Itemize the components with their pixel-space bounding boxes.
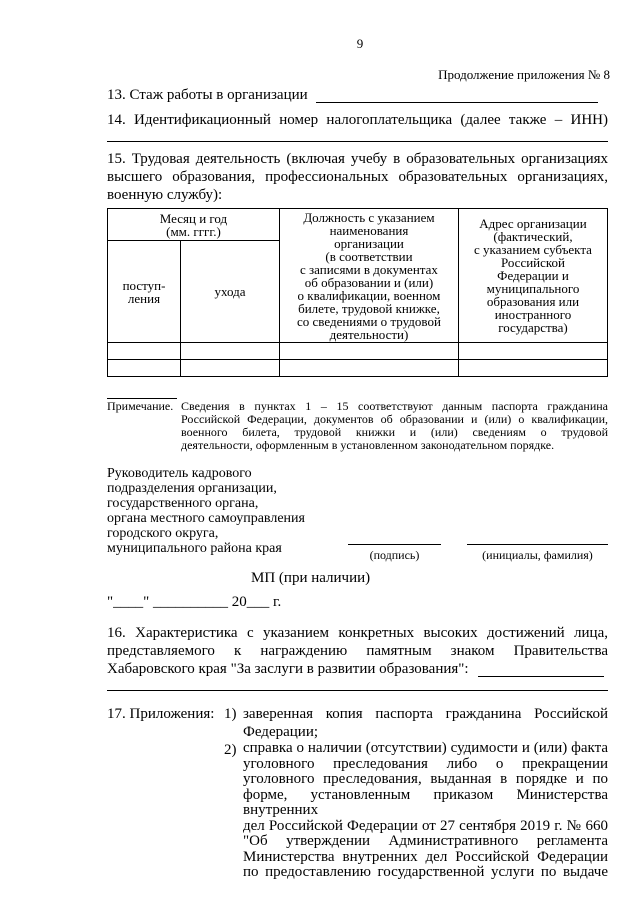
signature-caption: (подпись) <box>369 548 420 562</box>
position-header-line: о квалификации, военном <box>297 287 441 303</box>
month-year-header-line: (мм. гггг.) <box>166 223 221 239</box>
position-header-line: наименования <box>329 222 409 238</box>
signatory-line: муниципального района края <box>107 541 282 556</box>
table-row <box>108 343 608 360</box>
address-header-line: (фактический, <box>493 229 573 244</box>
date-line[interactable]: "____" __________ 20___ г. <box>107 594 282 610</box>
signatory-line: городского округа, <box>107 526 219 541</box>
address-header-line: иностранного <box>494 307 572 322</box>
month-year-header <box>108 209 280 241</box>
attachment-2-text <box>243 741 608 881</box>
attachment-line: Федерации; <box>243 724 319 740</box>
address-header-line: муниципального <box>486 281 580 296</box>
item-13-fill-line <box>316 102 598 103</box>
item-16-line: представляемого к награждению памятным знаком Правительства <box>107 643 608 659</box>
attachment-line: форме, установленным приказом Министерства внутренних <box>243 786 608 818</box>
note-line: Российской Федерации, документов об образовании и (или) о квалификации, <box>181 412 608 426</box>
initials-caption: (инициалы, фамилия) <box>482 548 593 562</box>
signatory-title <box>107 466 305 556</box>
item-13-label: 13. Стаж работы в организации <box>107 87 308 103</box>
position-header-line: со сведениями о трудовой <box>297 313 441 329</box>
position-header-line: организации <box>334 235 404 251</box>
position-header <box>279 209 458 343</box>
item-14-fill-line <box>107 141 608 142</box>
table-cell[interactable] <box>181 343 280 360</box>
item-16-fill-line-2 <box>107 690 608 691</box>
item-15-line: военную службу): <box>107 187 223 203</box>
admission-header-line: поступ- <box>122 277 166 293</box>
signatory-line: органа местного самоуправления <box>107 511 305 526</box>
attachment-line: Министерства внутренних дел Российской Федерации <box>243 848 608 865</box>
note-line: деятельности, оформленным в установленном законодательном порядке. <box>181 438 555 452</box>
table-cell[interactable] <box>279 343 458 360</box>
attachment-2-number: 2) <box>224 742 237 758</box>
table-cell[interactable] <box>108 360 181 377</box>
signature-line[interactable] <box>348 544 441 545</box>
stamp-label: МП (при наличии) <box>251 570 371 586</box>
address-header-line: Российской <box>500 255 566 270</box>
address-header-line: с указанием субъекта <box>474 242 592 257</box>
table-cell[interactable] <box>458 343 607 360</box>
attachment-1-number: 1) <box>224 706 237 722</box>
attachment-1-text <box>243 705 608 741</box>
address-header-line: Федерации и <box>497 268 569 283</box>
attachment-line: по предоставлению государственной услуги по выдаче <box>243 864 608 880</box>
address-header-line: Адрес организации <box>479 216 587 231</box>
attachment-line: дел Российской Федерации от 27 сентября 2019 г. № 660 <box>243 817 608 834</box>
table-cell[interactable] <box>108 343 181 360</box>
month-year-header-line: Месяц и год <box>159 210 228 226</box>
attachment-line: справка о наличии (отсутствии) судимости и (или) факта <box>243 740 608 756</box>
position-header-line: деятельности) <box>329 326 409 342</box>
table-cell[interactable] <box>458 360 607 377</box>
item-15-line: высшего образования, профессиональных образовательных организациях, <box>107 169 608 185</box>
note-line: военного билета, трудовой книжки и (или) сведениям о трудовой <box>181 425 608 439</box>
table-cell[interactable] <box>181 360 280 377</box>
signatory-line: государственного органа, <box>107 496 259 511</box>
admission-header-line: ления <box>127 290 161 306</box>
address-header <box>458 209 607 343</box>
address-header-line: государства) <box>498 320 568 335</box>
note-text <box>181 400 608 452</box>
position-header-line: с записями в документах <box>300 261 438 277</box>
attachment-line: уголовного преследования, выданная в порядке и по <box>243 771 608 787</box>
initials-line[interactable] <box>467 544 608 545</box>
item-15-line: 15. Трудовая деятельность (включая учебу в образовательных организациях <box>107 151 608 167</box>
item-16-line: Хабаровского края "За заслуги в развитии образования": <box>107 661 469 677</box>
item-14-label: 14. Идентификационный номер налогоплательщика (далее также – ИНН) <box>107 112 608 128</box>
table-row <box>108 360 608 377</box>
position-header-line: об образовании и (или) <box>304 274 434 290</box>
item-17-label: 17. Приложения: <box>107 706 215 722</box>
leaving-header: ухода <box>181 241 280 343</box>
note-label: Примечание. <box>107 399 174 413</box>
signatory-line: Руководитель кадрового <box>107 466 252 481</box>
admission-header <box>108 241 181 343</box>
page-number: 9 <box>356 36 364 51</box>
signatory-line: подразделения организации, <box>107 481 277 496</box>
attachment-line: уголовного преследования либо о прекращении <box>243 755 608 772</box>
appendix-continuation-header: Продолжение приложения № 8 <box>438 67 610 82</box>
position-header-line: (в соответствии <box>325 248 413 264</box>
item-16-fill-line <box>478 676 604 677</box>
item-16-line: 16. Характеристика с указанием конкретных высоких достижений лица, <box>107 625 608 641</box>
employment-history-table <box>107 208 608 377</box>
position-header-line: Должность с указанием <box>303 209 435 225</box>
position-header-line: билете, трудовой книжке, <box>298 300 440 316</box>
attachment-line: заверенная копия паспорта гражданина Российской <box>243 706 608 722</box>
note-line: Сведения в пунктах 1 – 15 соответствуют данным паспорта гражданина <box>181 399 608 413</box>
attachment-line: "Об утверждении Административного регламента <box>243 833 608 849</box>
address-header-line: образования или <box>486 294 580 309</box>
item-16-text <box>107 624 608 678</box>
item-15-text <box>107 150 608 204</box>
table-cell[interactable] <box>279 360 458 377</box>
